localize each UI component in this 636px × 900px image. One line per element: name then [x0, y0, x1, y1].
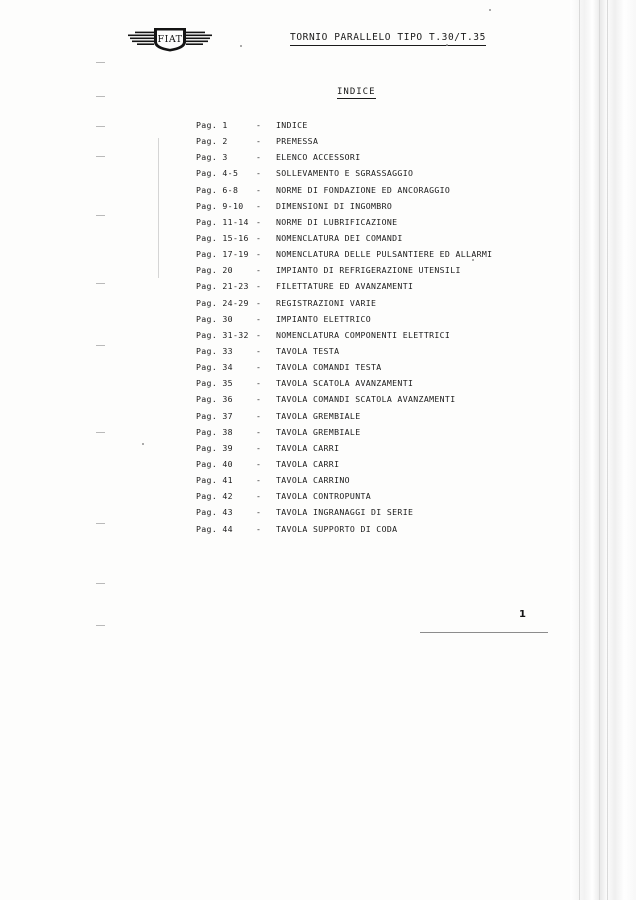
- page-number: 1: [519, 609, 526, 620]
- scan-speck: [446, 44, 448, 46]
- scan-speck: [489, 9, 491, 11]
- list-item: [196, 298, 596, 314]
- list-item: [196, 524, 596, 540]
- index-title: ELENCO ACCESSORI: [276, 152, 361, 163]
- index-pages: Pag. 11-14: [196, 216, 249, 227]
- index-pages: Pag. 41: [196, 475, 233, 486]
- index-dash: -: [256, 394, 262, 405]
- scan-speck: [142, 443, 144, 445]
- index-pages: Pag. 6-8: [196, 184, 239, 195]
- list-guide-line: [158, 138, 159, 278]
- list-item: [196, 201, 596, 217]
- list-item: [196, 491, 596, 507]
- perforation-mark: [96, 215, 105, 216]
- index-title: TAVOLA SUPPORTO DI CODA: [276, 523, 398, 534]
- index-title: NOMENCLATURA DELLE PULSANTIERE ED ALLARMI: [276, 249, 493, 260]
- list-item: [196, 411, 596, 427]
- index-dash: -: [256, 507, 262, 518]
- list-item: [196, 314, 596, 330]
- index-title: NOMENCLATURA DEI COMANDI: [276, 232, 403, 243]
- index-dash: -: [256, 216, 262, 227]
- index-dash: -: [256, 200, 262, 211]
- index-dash: -: [256, 281, 262, 292]
- index-title: TAVOLA GREMBIALE: [276, 426, 361, 437]
- index-pages: Pag. 15-16: [196, 232, 249, 243]
- list-item: [196, 475, 596, 491]
- perforation-mark: [96, 62, 105, 63]
- index-title: INDICE: [276, 120, 308, 130]
- index-title: TAVOLA CARRI: [276, 458, 340, 469]
- perforation-mark: [96, 283, 105, 284]
- index-pages: Pag. 4-5: [196, 168, 239, 179]
- index-dash: -: [256, 523, 262, 534]
- list-item: [196, 120, 596, 136]
- index-pages: Pag. 21-23: [196, 281, 249, 292]
- index-pages: Pag. 44: [196, 523, 233, 534]
- index-dash: -: [256, 152, 262, 163]
- index-title: TAVOLA GREMBIALE: [276, 410, 361, 421]
- index-title: TAVOLA CONTROPUNTA: [276, 491, 372, 502]
- perforation-mark: [96, 345, 105, 346]
- index-pages: Pag. 9-10: [196, 200, 244, 211]
- index-pages: Pag. 36: [196, 394, 233, 405]
- index-dash: -: [256, 297, 262, 308]
- index-title: IMPIANTO DI REFRIGERAZIONE UTENSILI: [276, 265, 461, 276]
- perforation-mark: [96, 432, 105, 433]
- list-item: [196, 459, 596, 475]
- index-pages: Pag. 31-32: [196, 329, 249, 340]
- list-item: [196, 152, 596, 168]
- perforation-mark: [96, 126, 105, 127]
- list-item: [196, 281, 596, 297]
- index-list: [196, 120, 596, 540]
- scan-speck: [240, 45, 242, 47]
- list-item: [196, 136, 596, 152]
- index-title: TAVOLA CARRI: [276, 442, 340, 453]
- footer-rule: [420, 632, 548, 633]
- index-pages: Pag. 33: [196, 345, 233, 356]
- list-item: [196, 394, 596, 410]
- list-item: [196, 443, 596, 459]
- list-item: [196, 427, 596, 443]
- scan-edge-line: [599, 0, 600, 900]
- index-dash: -: [256, 265, 262, 276]
- index-title: TAVOLA COMANDI TESTA: [276, 362, 382, 373]
- index-pages: Pag. 42: [196, 491, 233, 502]
- index-pages: Pag. 38: [196, 426, 233, 437]
- index-dash: -: [256, 329, 262, 340]
- index-dash: -: [256, 378, 262, 389]
- index-pages: Pag. 1: [196, 120, 228, 130]
- list-item: [196, 168, 596, 184]
- section-heading: INDICE: [337, 87, 376, 97]
- perforation-mark: [96, 96, 105, 97]
- index-title: PREMESSA: [276, 136, 319, 147]
- index-pages: Pag. 39: [196, 442, 233, 453]
- index-dash: -: [256, 362, 262, 373]
- index-pages: Pag. 2: [196, 136, 228, 147]
- index-dash: -: [256, 313, 262, 324]
- list-item: [196, 507, 596, 523]
- index-dash: -: [256, 345, 262, 356]
- index-pages: Pag. 3: [196, 152, 228, 163]
- list-item: [196, 185, 596, 201]
- index-title: TAVOLA TESTA: [276, 345, 340, 356]
- index-dash: -: [256, 249, 262, 260]
- index-dash: -: [256, 410, 262, 421]
- index-title: TAVOLA SCATOLA AVANZAMENTI: [276, 378, 414, 389]
- index-title: SOLLEVAMENTO E SGRASSAGGIO: [276, 168, 414, 179]
- index-pages: Pag. 17-19: [196, 249, 249, 260]
- perforation-mark: [96, 583, 105, 584]
- list-item: [196, 378, 596, 394]
- index-pages: Pag. 37: [196, 410, 233, 421]
- index-title: FILETTATURE ED AVANZAMENTI: [276, 281, 414, 292]
- index-dash: -: [256, 442, 262, 453]
- list-item: [196, 233, 596, 249]
- perforation-mark: [96, 625, 105, 626]
- index-title: NORME DI LUBRIFICAZIONE: [276, 216, 398, 227]
- index-dash: -: [256, 458, 262, 469]
- index-dash: -: [256, 232, 262, 243]
- list-item: [196, 330, 596, 346]
- index-dash: -: [256, 475, 262, 486]
- svg-text:FIAT: FIAT: [157, 34, 183, 45]
- scan-edge-line: [607, 0, 608, 900]
- list-item: [196, 346, 596, 362]
- index-title: TAVOLA CARRINO: [276, 475, 350, 486]
- list-item: [196, 265, 596, 281]
- index-pages: Pag. 24-29: [196, 297, 249, 308]
- index-title: NORME DI FONDAZIONE ED ANCORAGGIO: [276, 184, 451, 195]
- document-title: TORNIO PARALLELO TIPO T.30/T.35: [290, 32, 486, 46]
- index-dash: -: [256, 168, 262, 179]
- index-pages: Pag. 30: [196, 313, 233, 324]
- list-item: [196, 362, 596, 378]
- index-pages: Pag. 40: [196, 458, 233, 469]
- index-title: DIMENSIONI DI INGOMBRO: [276, 200, 393, 211]
- index-pages: Pag. 43: [196, 507, 233, 518]
- index-dash: -: [256, 120, 262, 130]
- fiat-winged-logo: [128, 24, 212, 52]
- index-title: TAVOLA COMANDI SCATOLA AVANZAMENTI: [276, 394, 456, 405]
- index-dash: -: [256, 184, 262, 195]
- list-item: [196, 217, 596, 233]
- index-title: NOMENCLATURA COMPONENTI ELETTRICI: [276, 329, 451, 340]
- index-pages: Pag. 20: [196, 265, 233, 276]
- list-item: [196, 249, 596, 265]
- index-title: IMPIANTO ELETTRICO: [276, 313, 372, 324]
- index-dash: -: [256, 136, 262, 147]
- index-pages: Pag. 34: [196, 362, 233, 373]
- index-title: TAVOLA INGRANAGGI DI SERIE: [276, 507, 414, 518]
- index-dash: -: [256, 426, 262, 437]
- perforation-mark: [96, 156, 105, 157]
- perforation-mark: [96, 523, 105, 524]
- index-dash: -: [256, 491, 262, 502]
- index-title: REGISTRAZIONI VARIE: [276, 297, 377, 308]
- index-pages: Pag. 35: [196, 378, 233, 389]
